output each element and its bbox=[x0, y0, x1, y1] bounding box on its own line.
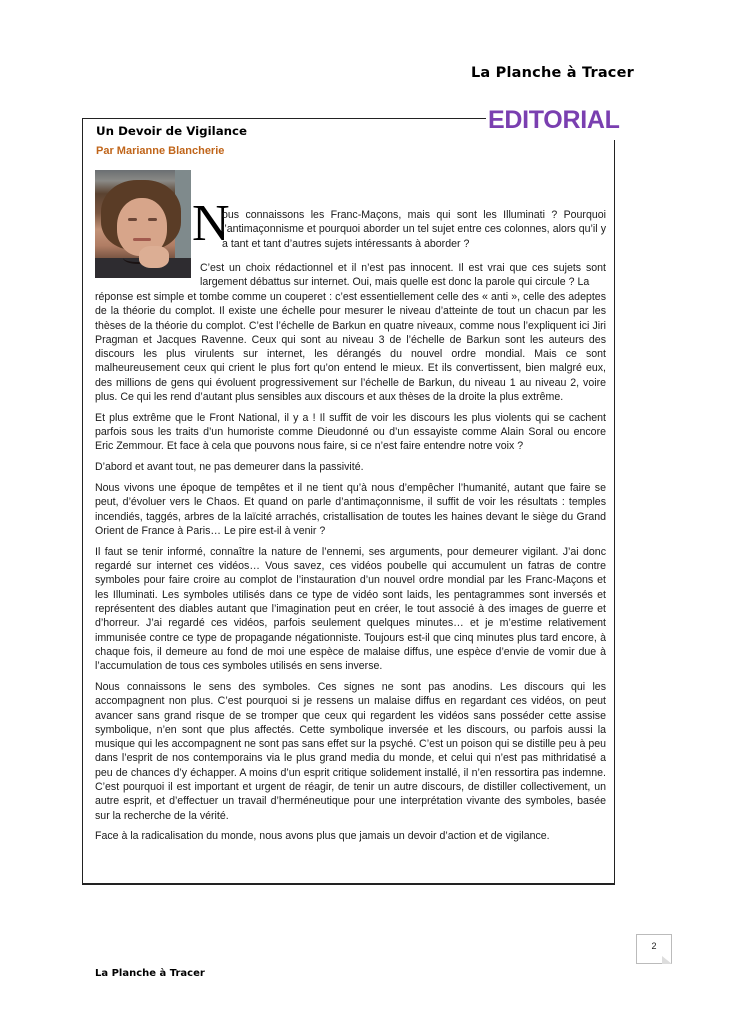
paragraph: Et plus extrême que le Front National, il y a ! Il suffit de voir les discours les plus violents qui se cachent parfois sous les traits d’un humoriste comme Dieudonné ou d’un essayiste comme Alain Soral ou encore Eric Zemmour. Et face à cela que pouvons nous faire, si ce n’est faire entendre notre voix ? bbox=[95, 411, 606, 453]
article-frame-right-border bbox=[614, 140, 615, 884]
photo-eye bbox=[128, 218, 137, 221]
paragraph: Il faut se tenir informé, connaître la nature de l’ennemi, ses arguments, pour demeurer vigilant. J’ai donc regardé sur internet ces vidéos… Vous savez, ces vidéos poubelle qui accumulent un fatras de contre symboles pour faire croire au complot de l’instauration d’un nouvel ordre mondial par les Franc-Maçons et les Illuminati. Les symboles utilisés dans ce type de vidéo sont laids, les pentagrammes sont inversés et représentent des diables autant que l’imagination peut en créer, le tout associé à des images de guerre et d’horreur. J’ai regardé ces vidéos, parfois seulement quelques minutes… et je m’estime relativement immunisée contre ce type de propagande négationniste. Toujours est-il que cinq minutes plus tard encore, à chaque fois, il demeure au fond de moi une espèce de malaise diffus, une espèce d’envie de vomir due à l’accumulation de tous ces symboles utilisés en sens inverse. bbox=[95, 545, 606, 673]
photo-mouth bbox=[133, 238, 151, 241]
header-publication-title: La Planche à Tracer bbox=[470, 65, 634, 81]
article-body bbox=[95, 290, 606, 850]
paragraph-intro: ous connaissons les Franc-Maçons, mais qui sont les Illuminati ? Pourquoi l’antimaçonnisme et pourquoi aborder un tel sujet entre ces colonnes, alors qu’il y a tant et tant d’autres sujets intéressants à aborder ? bbox=[222, 209, 606, 250]
article-byline: Par Marianne Blancherie bbox=[96, 145, 225, 157]
article-title: Un Devoir de Vigilance bbox=[96, 124, 248, 138]
section-label-editorial: EDITORIAL bbox=[488, 106, 620, 134]
paragraph-2-indented: C’est un choix rédactionnel et il n’est pas innocent. Il est vrai que ces sujets sont largement débattus sur internet. Oui, mais quelle est donc la parole qui circule ? La bbox=[200, 262, 606, 289]
page-number-box bbox=[636, 934, 672, 964]
paragraph-2-continued: réponse est simple et tombe comme un couperet : c’est essentiellement celle des « anti », celle des adeptes de la théorie du complot. Il existe une échelle pour mesurer le niveau d’atteinte de tout un chacun par les thèses de la théorie du complot. C’est l’échelle de Barkun en quatre niveaux, comme nous l’expliquent ici Jiri Pragman et Jacques Ravenne. Ceux qui sont au niveau 3 de l’échelle de Barkun sont les auteurs des discours les plus virulents sur internet, les dérangés du nouvel ordre mondial. Mais ce sont malheureusement ceux qui crient le plus fort qu’on entend le mieux. Et ils convertissent, bien malgré eux, des millions de gens qui évoluent progressivement sur l’échelle de Barkun, du niveau 1 au niveau 2, voire plus. Ce qui les rend d’autant plus sensibles aux discours et aux thèses de la droite la plus extrême. bbox=[95, 291, 606, 404]
paragraph: Nous connaissons le sens des symboles. Ces signes ne sont pas anodins. Les discours qui les accompagnent non plus. C’est pourquoi si je ressens un malaise diffus en regardant ces vidéos, on peut avancer sans grand risque de se tromper que ceux qui regardent les vidéos sans posséder cette assise symbolique, n’en sont que plus affectés. Cette symbolique inversée et les discours, ou parfois aussi la musique qui les accompagnent ne sont pas sans effet sur la psyché. C’est un poison qui se distille peu à peu dans l’esprit de nos contemporains via le plus grand media du monde, et celui qui n’est pas mithridatisé a peu de chances d’y échapper. A moins d’un esprit critique solidement installé, il n’en ressortira pas indemne. C’est pourquoi il est important et urgent de réagir, de tenir un autre discours, de distiller collectivement, un autre esprit, et d’effectuer un travail d’herméneutique pour une interprétation vivante des symboles, basée sur la recherche de la vérité. bbox=[95, 680, 606, 822]
paragraph: Nous vivons une époque de tempêtes et il ne tient qu’à nous d’empêcher l’humanité, autant que faire se peut, d’évoluer vers le Chaos. Et quand on parle d’antimaçonnisme, il suffit de voir les résultats : temples incendiés, taggés, arbres de la laïcité arrachés, cristallisation de toutes les haines devant le siège du Grand Orient de France à Paris… Le pire est-il à venir ? bbox=[95, 482, 606, 537]
paragraph: Face à la radicalisation du monde, nous avons plus que jamais un devoir d’action et de vigilance. bbox=[95, 830, 550, 843]
paragraph: D’abord et avant tout, ne pas demeurer dans la passivité. bbox=[95, 461, 364, 474]
footer-publication-title: La Planche à Tracer bbox=[95, 968, 205, 979]
photo-eye bbox=[148, 218, 157, 221]
page-number: 2 bbox=[651, 941, 657, 951]
page-curl-icon bbox=[662, 956, 672, 964]
photo-hand bbox=[139, 246, 169, 268]
author-photo bbox=[95, 170, 191, 278]
drop-cap: N bbox=[192, 195, 230, 252]
